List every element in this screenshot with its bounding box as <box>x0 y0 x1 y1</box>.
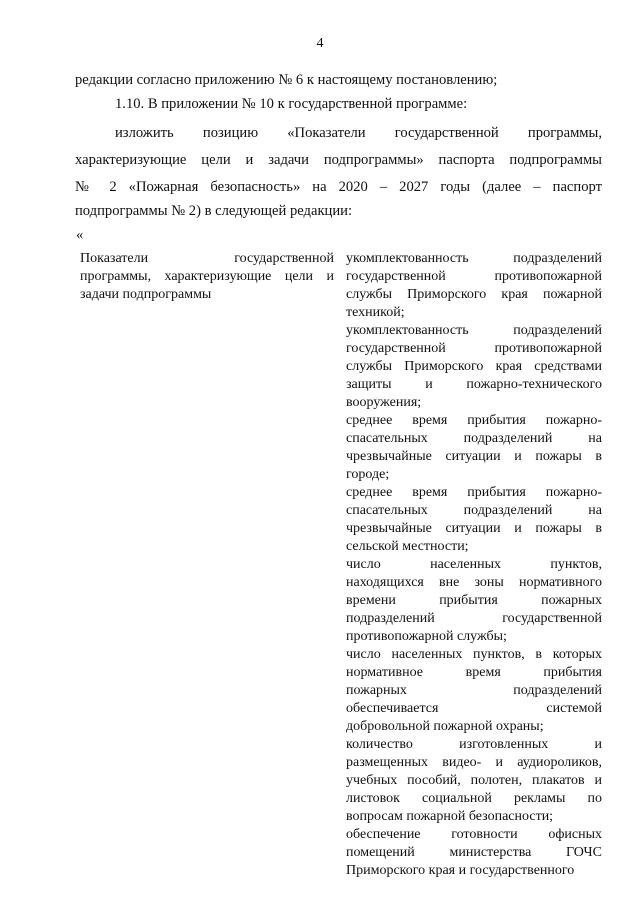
intro-line-6: подпрограммы № 2) в следующей редакции: <box>75 203 353 219</box>
indicator-line: времени прибытия пожарных <box>346 593 602 608</box>
left-cell-line: программы, характеризующие цели и <box>80 269 334 284</box>
left-cell-line: Показатели государственной <box>80 251 334 266</box>
indicator-line: учебных пособий, полотен, плакатов и <box>346 773 602 788</box>
indicator-line: защиты и пожарно-технического <box>346 377 602 392</box>
open-quote: « <box>76 227 84 243</box>
indicator-line: среднее время прибытия пожарно- <box>346 413 602 428</box>
indicator-line: укомплектованность подразделений <box>346 323 602 338</box>
indicator-line: укомплектованность подразделений <box>346 251 602 266</box>
page-number: 4 <box>316 36 324 51</box>
indicator-line: вопросам пожарной безопасности; <box>346 809 554 824</box>
indicator-line: сельской местности; <box>346 539 469 554</box>
indicator-line: техникой; <box>346 305 405 320</box>
table-left-cell <box>80 250 334 304</box>
indicator-line: противопожарной службы; <box>346 629 507 644</box>
indicator-line: среднее время прибытия пожарно- <box>346 485 602 500</box>
indicator-line: подразделений государственной <box>346 611 602 626</box>
intro-line-1: редакции согласно приложению № 6 к настоящему постановлению; <box>75 72 498 88</box>
indicator-line: добровольной пожарной охраны; <box>346 719 544 734</box>
indicator-line: городе; <box>346 467 390 482</box>
indicator-line: размещенных видео- и аудиороликов, <box>346 755 602 770</box>
indicator-line: спасательных подразделений на <box>346 503 602 518</box>
left-cell-line: задачи подпрограммы <box>80 287 212 302</box>
indicator-line: обеспечивается системой <box>346 701 602 716</box>
intro-line-5: № 2 «Пожарная безопасность» на 2020 – 2027 годы (далее – паспорт <box>75 179 602 195</box>
indicator-line: государственной противопожарной <box>346 269 602 284</box>
intro-line-4: характеризующие цели и задачи подпрограммы» паспорта подпрограммы <box>75 152 602 168</box>
indicator-line: государственной противопожарной <box>346 341 602 356</box>
indicator-line: чрезвычайные ситуации и пожары в <box>346 449 602 464</box>
indicator-line: службы Приморского края средствами <box>346 359 602 374</box>
indicator-line: помещений министерства ГОЧС <box>346 845 602 860</box>
indicator-line: число населенных пунктов, в которых <box>346 647 602 662</box>
indicator-line: нормативное время прибытия <box>346 665 602 680</box>
indicator-line: листовок социальной рекламы по <box>346 791 602 806</box>
table-right-cell <box>346 250 602 880</box>
indicator-line: вооружения; <box>346 395 422 410</box>
indicator-line: пожарных подразделений <box>346 683 602 698</box>
intro-line-2: 1.10. В приложении № 10 к государственной программе: <box>115 96 468 112</box>
intro-line-3: изложить позицию «Показатели государственной программы, <box>115 125 602 141</box>
indicator-line: службы Приморского края пожарной <box>346 287 602 302</box>
indicator-line: находящихся вне зоны нормативного <box>346 575 602 590</box>
indicator-line: обеспечение готовности офисных <box>346 827 602 842</box>
indicator-line: число населенных пунктов, <box>346 557 602 572</box>
indicator-line: количество изготовленных и <box>346 737 602 752</box>
indicator-line: Приморского края и государственного <box>346 863 575 878</box>
indicator-line: спасательных подразделений на <box>346 431 602 446</box>
indicator-line: чрезвычайные ситуации и пожары в <box>346 521 602 536</box>
